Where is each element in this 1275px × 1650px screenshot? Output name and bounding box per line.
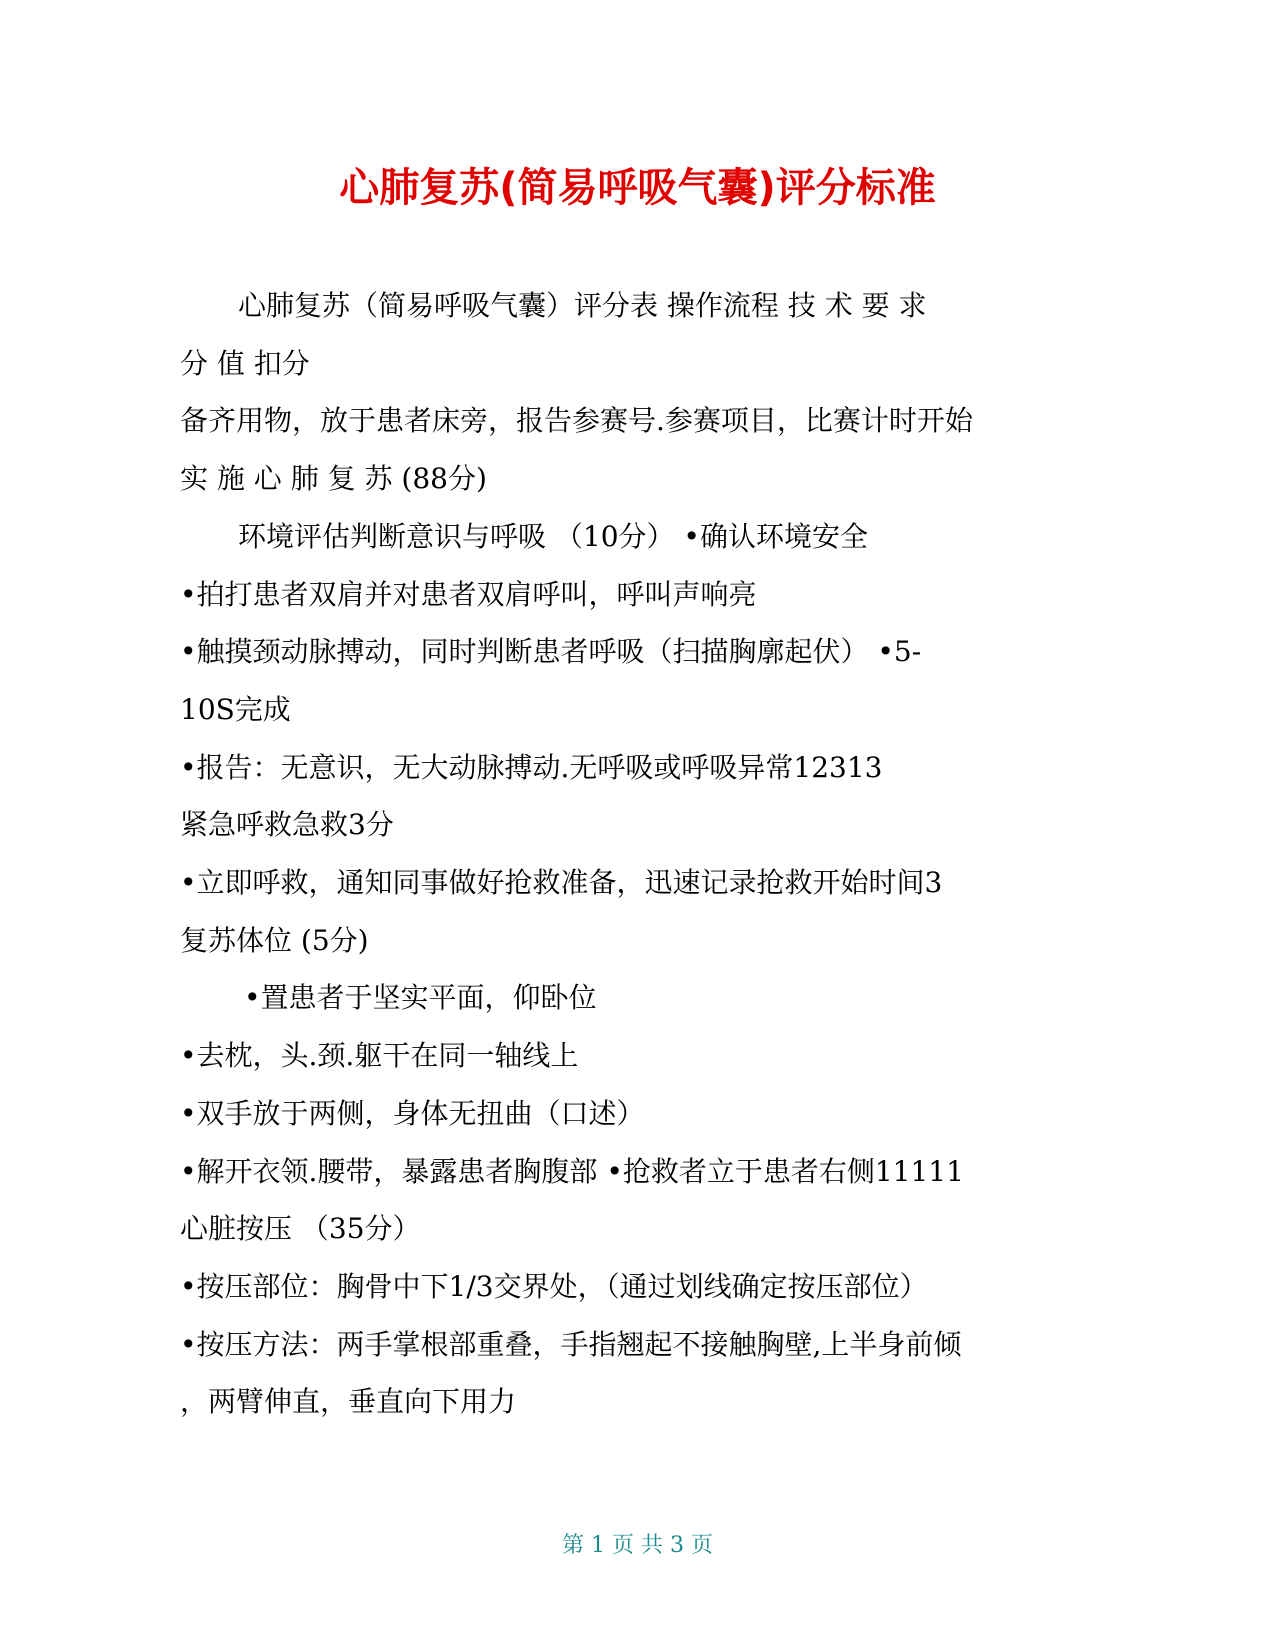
text-line: 心肺复苏（简易呼吸气囊）评分表 操作流程 技 术 要 求 xyxy=(238,289,927,322)
text-line: •双手放于两侧，身体无扭曲（口述） xyxy=(180,1097,645,1130)
text-line: •解开衣领.腰带，暴露患者胸腹部 •抢救者立于患者右侧11111 xyxy=(180,1155,964,1188)
text-line: 心脏按压 （35分） xyxy=(180,1212,421,1245)
text-line: •按压部位：胸骨中下1/3交界处，（通过划线确定按压部位） xyxy=(180,1270,928,1303)
text-line: •去枕，头.颈.躯干在同一轴线上 xyxy=(180,1039,579,1072)
text-line: 分 值 扣分 xyxy=(180,347,310,380)
page-number: 第 1 页 共 3 页 xyxy=(562,1533,713,1558)
text-line: •拍打患者双肩并对患者双肩呼叫，呼叫声响亮 xyxy=(180,578,757,611)
text-line: •按压方法：两手掌根部重叠，手指翘起不接触胸壁,上半身前倾 xyxy=(180,1328,962,1361)
text-line: 复苏体位 (5分) xyxy=(180,924,369,957)
text-line: 环境评估判断意识与呼吸 （10分） •确认环境安全 xyxy=(238,520,868,553)
text-line: •触摸颈动脉搏动，同时判断患者呼吸（扫描胸廓起伏） •5- xyxy=(180,635,922,668)
text-line: 10S完成 xyxy=(180,693,291,726)
text-line: •置患者于坚实平面，仰卧位 xyxy=(244,981,597,1014)
text-line: 实 施 心 肺 复 苏 (88分) xyxy=(180,462,487,495)
text-line: •报告：无意识，无大动脉搏动.无呼吸或呼吸异常12313 xyxy=(180,751,883,784)
text-line: •立即呼救，通知同事做好抢救准备，迅速记录抢救开始时间3 xyxy=(180,866,943,899)
text-line: ，两臂伸直，垂直向下用力 xyxy=(180,1385,517,1418)
document-title: 心肺复苏(简易呼吸气囊)评分标准 xyxy=(339,165,936,211)
text-line: 备齐用物，放于患者床旁，报告参赛号.参赛项目，比赛计时开始 xyxy=(180,404,973,437)
text-line: 紧急呼救急救3分 xyxy=(180,808,394,841)
